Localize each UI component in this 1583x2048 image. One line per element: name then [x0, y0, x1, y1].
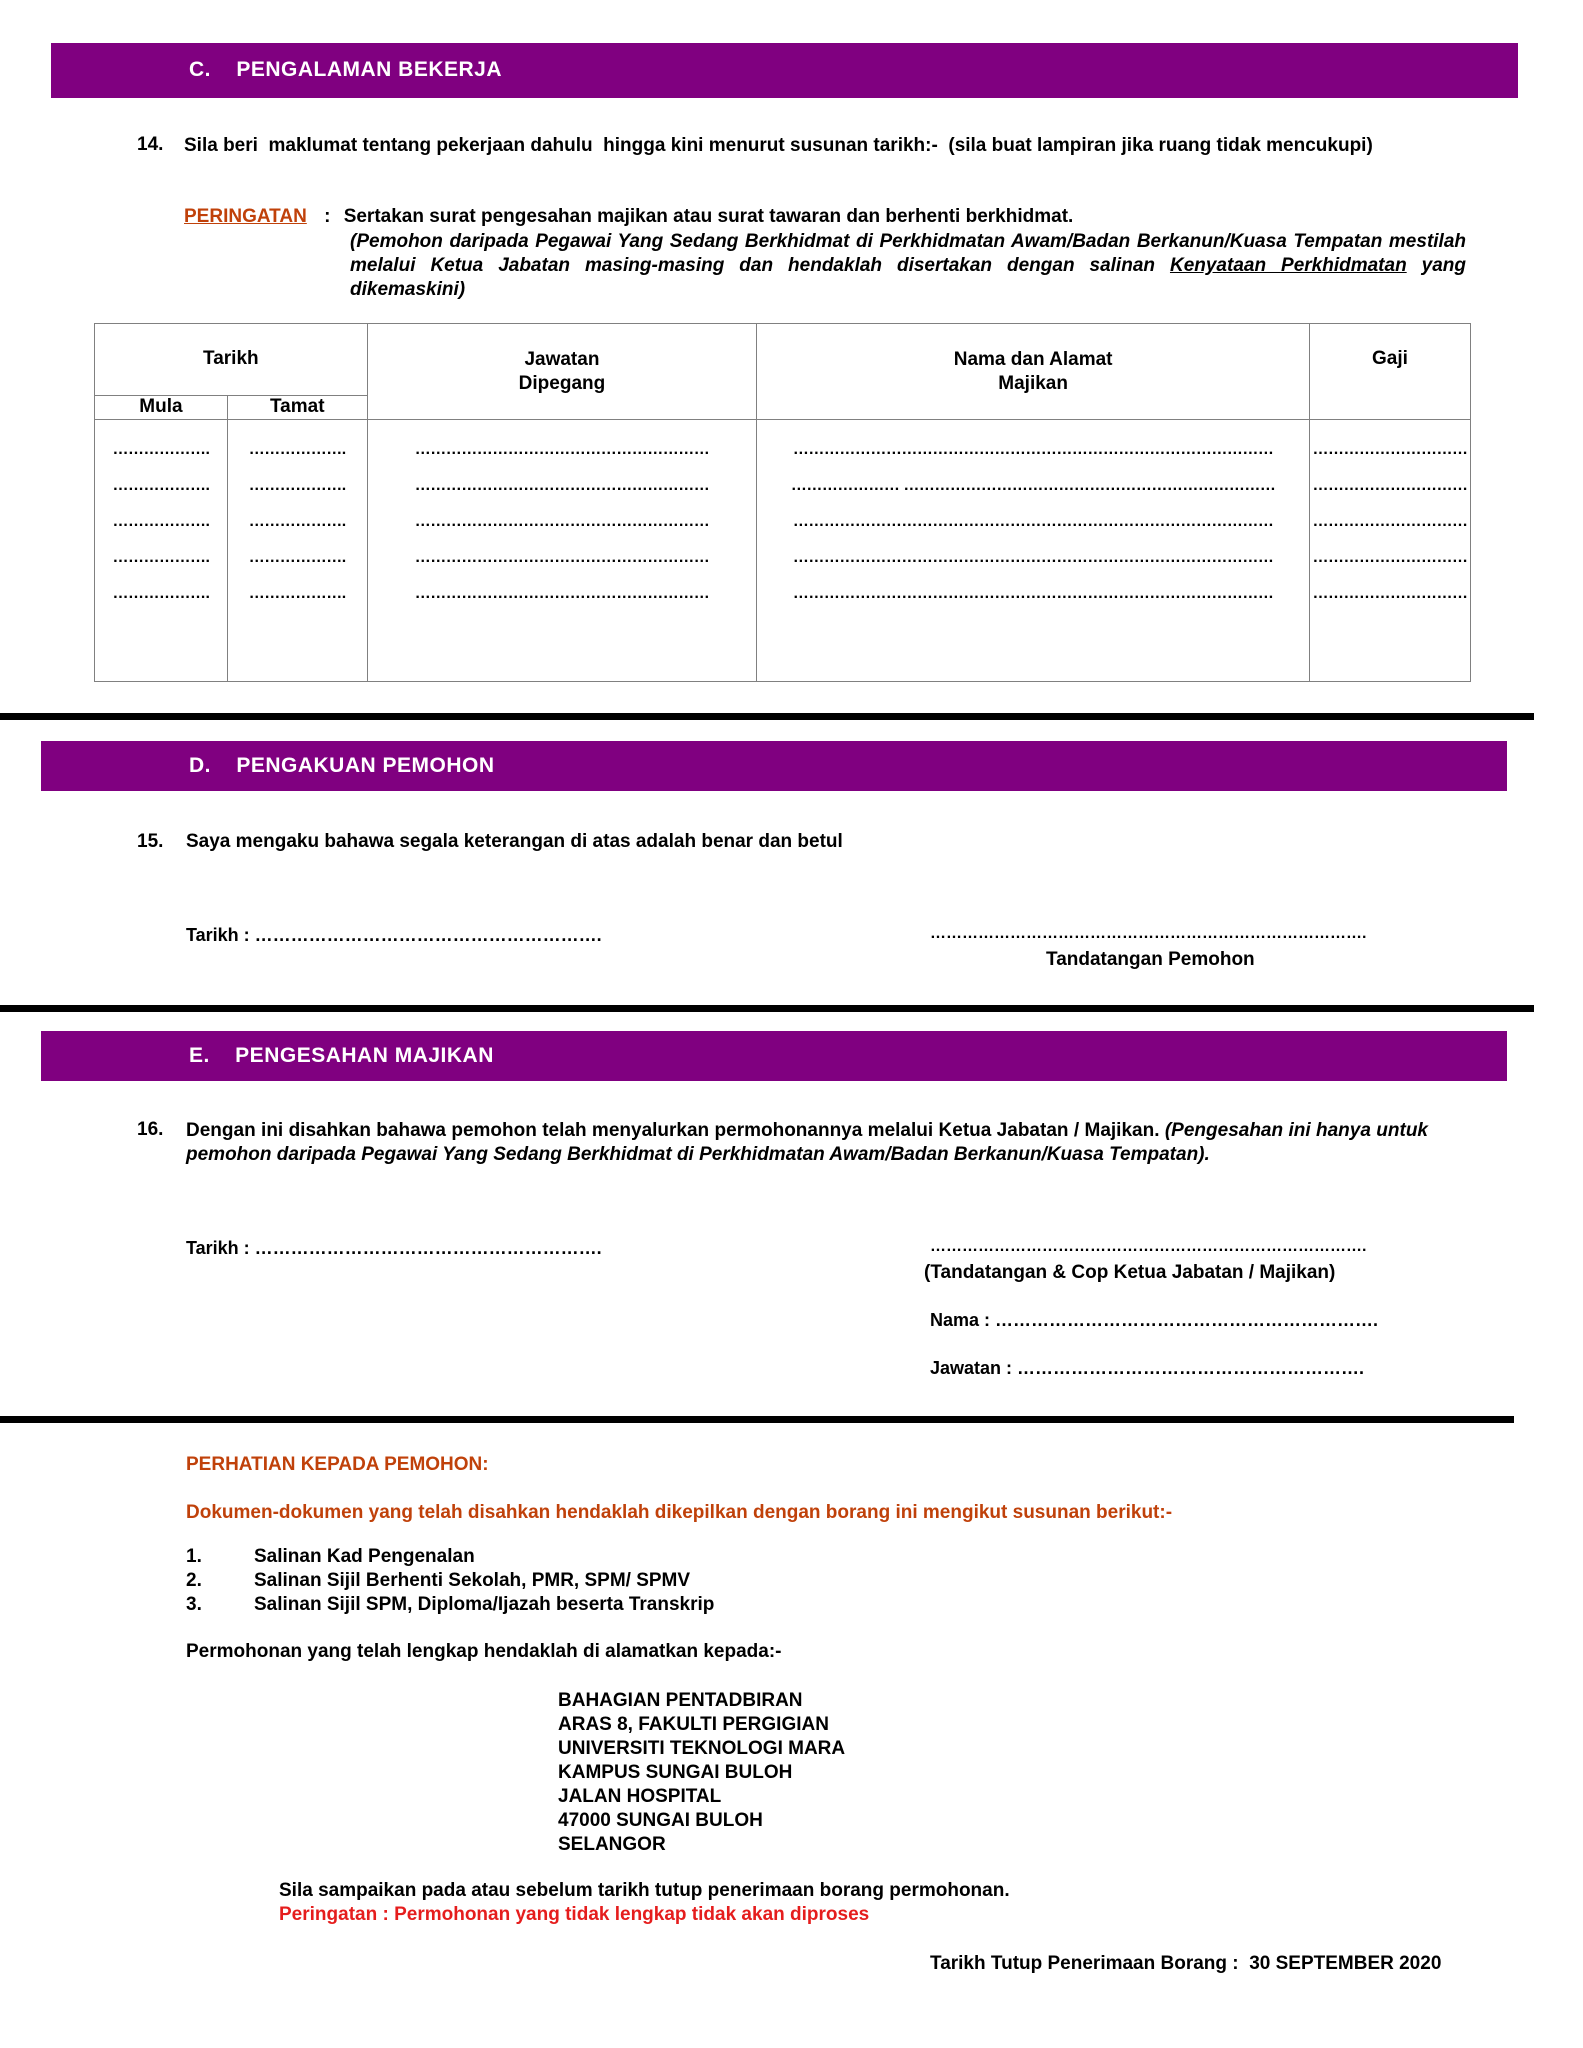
table-row-gaji: ………………………… — [1312, 513, 1468, 530]
employer-name-field[interactable]: Nama : ………………………………………………………. — [930, 1310, 1379, 1330]
employer-signature-line[interactable]: ………………………………………………………………………. — [930, 1238, 1367, 1255]
header-tamat: Tamat — [227, 396, 367, 420]
section-c-title: C. PENGALAMAN BEKERJA — [189, 58, 503, 81]
table-row-mula: ………………. — [112, 513, 210, 530]
incomplete-warning: Peringatan : Permohonan yang tidak lengkap tidak akan diproses — [279, 1904, 870, 1925]
divider-e — [0, 1416, 1514, 1423]
table-row-mula: ………………. — [112, 585, 210, 602]
closing-date-label: Tarikh Tutup Penerimaan Borang : — [930, 1953, 1239, 1974]
column-gaji-values — [1309, 420, 1470, 682]
table-row-tamat: ………………. — [248, 513, 346, 530]
divider-d — [0, 1005, 1534, 1012]
header-mula: Mula — [95, 396, 228, 420]
header-tarikh: Tarikh — [95, 324, 368, 396]
employer-date-field[interactable]: Tarikh : …………………………………………………. — [186, 1238, 602, 1258]
employment-table — [94, 323, 1471, 682]
table-row-mula: ………………. — [112, 477, 210, 494]
header-majikan: Nama dan Alamat Majikan — [757, 324, 1310, 420]
table-row-mula: ………………. — [112, 441, 210, 458]
address-block — [558, 1689, 845, 1857]
declaration-date-field[interactable]: Tarikh : …………………………………………………. — [186, 925, 602, 945]
address-intro: Permohonan yang telah lengkap hendaklah di alamatkan kepada:- — [186, 1641, 782, 1662]
section-d-header — [41, 741, 1507, 791]
divider-c — [0, 713, 1534, 720]
notice-subtitle: Dokumen-dokumen yang telah disahkan hendaklah dikepilkan dengan borang ini mengikut susunan berikut:- — [186, 1502, 1173, 1523]
column-mula-values — [95, 420, 228, 682]
list-item: 1. Salinan Kad Pengenalan — [186, 1546, 475, 1567]
address-line: JALAN HOSPITAL — [558, 1786, 722, 1807]
table-row-tamat: ………………. — [248, 477, 346, 494]
column-jawatan-values — [367, 420, 757, 682]
section-d-title: D. PENGAKUAN PEMOHON — [189, 754, 495, 777]
question-15-number: 15. — [137, 831, 164, 852]
address-line: UNIVERSITI TEKNOLOGI MARA — [558, 1738, 846, 1759]
question-15-text: Saya mengaku bahawa segala keterangan di atas adalah benar dan betul — [186, 831, 843, 852]
table-row-jawatan: ………………………………………………… — [414, 549, 710, 566]
table-row-jawatan: ………………………………………………… — [414, 441, 710, 458]
question-16-note: (Pengesahan ini hanya untuk pemohon daripada Pegawai Yang Sedang Berkhidmat di Perkhidmatan Awam/Badan Berkanun/Kuasa Tempatan). — [186, 1120, 1428, 1165]
employment-note — [350, 230, 1466, 302]
header-gaji: Gaji — [1309, 324, 1470, 420]
table-row-majikan: ………………………………………………………………………………… — [792, 549, 1274, 566]
warning-colon: : — [324, 206, 331, 227]
closing-date — [930, 1953, 1441, 1975]
table-row-gaji: ………………………… — [1312, 441, 1468, 458]
question-16-number: 16. — [137, 1119, 164, 1140]
address-line: BAHAGIAN PENTADBIRAN — [558, 1690, 803, 1711]
table-row-gaji: ………………………… — [1312, 549, 1468, 566]
closing-date-value: 30 SEPTEMBER 2020 — [1249, 1953, 1442, 1974]
section-e-title: E. PENGESAHAN MAJIKAN — [189, 1044, 494, 1067]
table-row-tamat: ………………. — [248, 585, 346, 602]
table-row-gaji: ………………………… — [1312, 477, 1468, 494]
table-row-mula: ………………. — [112, 549, 210, 566]
table-row-tamat: ………………. — [248, 549, 346, 566]
declaration-signature-label: Tandatangan Pemohon — [1046, 949, 1255, 970]
address-line: SELANGOR — [558, 1834, 666, 1855]
column-majikan-values — [757, 420, 1310, 682]
address-line: 47000 SUNGAI BULOH — [558, 1810, 763, 1831]
question-14-number: 14. — [137, 134, 164, 155]
employment-note-text-1: (Pemohon daripada Pegawai Yang Sedang Berkhidmat di Perkhidmatan Awam/Badan Berkanun/Kuasa Tempatan mestilah melalui Ketua Jabatan masing-masing dan hendaklah disertakan dengan salinan — [350, 231, 1466, 276]
table-row-majikan: ………………… ……………………………………………………………… — [790, 477, 1276, 494]
header-jawatan: Jawatan Dipegang — [367, 324, 757, 420]
declaration-signature-line[interactable]: ………………………………………………………………………. — [930, 925, 1367, 942]
employer-signature-label: (Tandatangan & Cop Ketua Jabatan / Majikan) — [924, 1262, 1336, 1283]
address-line: KAMPUS SUNGAI BULOH — [558, 1762, 793, 1783]
document-list — [186, 1545, 714, 1617]
column-tamat-values — [227, 420, 367, 682]
employer-position-field[interactable]: Jawatan : …………………………………………………. — [930, 1358, 1365, 1378]
question-14-text: Sila beri maklumat tentang pekerjaan dahulu hingga kini menurut susunan tarikh:- (sila buat lampiran jika ruang tidak mencukupi) — [184, 135, 1373, 156]
warning-line — [184, 206, 1073, 228]
warning-text: Sertakan surat pengesahan majikan atau surat tawaran dan berhenti berkhidmat. — [343, 206, 1074, 227]
section-c-header — [51, 43, 1518, 98]
section-e-header — [41, 1031, 1507, 1081]
employment-note-link: Kenyataan Perkhidmatan — [1169, 255, 1407, 276]
list-item: 2. Salinan Sijil Berhenti Sekolah, PMR, SPM/ SPMV — [186, 1570, 691, 1591]
warning-label: PERINGATAN — [184, 206, 307, 227]
table-row-gaji: ………………………… — [1312, 585, 1468, 602]
table-row-jawatan: ………………………………………………… — [414, 477, 710, 494]
question-16-text: Dengan ini disahkan bahawa pemohon telah menyalurkan permohonannya melalui Ketua Jabatan / Majikan. — [186, 1120, 1165, 1141]
table-row-majikan: ………………………………………………………………………………… — [792, 513, 1274, 530]
notice-title: PERHATIAN KEPADA PEMOHON: — [186, 1454, 489, 1475]
table-row-jawatan: ………………………………………………… — [414, 585, 710, 602]
list-item: 3. Salinan Sijil SPM, Diploma/Ijazah beserta Transkrip — [186, 1594, 715, 1615]
table-row-jawatan: ………………………………………………… — [414, 513, 710, 530]
question-16-block — [186, 1119, 1428, 1167]
table-row-tamat: ………………. — [248, 441, 346, 458]
employment-note-text-2: yang dikemaskini) — [350, 255, 1467, 300]
address-line: ARAS 8, FAKULTI PERGIGIAN — [558, 1714, 829, 1735]
submission-reminder: Sila sampaikan pada atau sebelum tarikh tutup penerimaan borang permohonan. — [279, 1880, 1010, 1901]
table-row-majikan: ………………………………………………………………………………… — [792, 441, 1274, 458]
table-row-majikan: ………………………………………………………………………………… — [792, 585, 1274, 602]
